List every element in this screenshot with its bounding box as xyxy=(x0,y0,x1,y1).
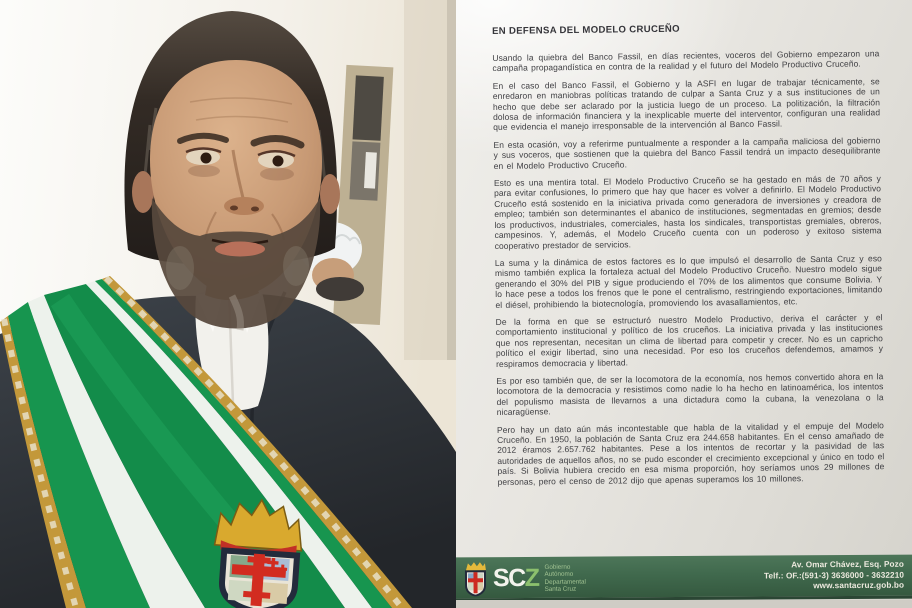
letter-paragraph-7: Es por eso también que, de ser la locomotora de la economía, nos hemos convertido ahora en la locomotora de la democracia y resistimos como nadie lo ha hecho en latinoamérica, los intentos del populismo masista de llevarnos a una dictadura como la cubana, la venezolana o la nicaragüense. xyxy=(496,371,884,418)
footer-contact xyxy=(764,560,904,593)
paper-bottom-edge xyxy=(456,600,912,608)
lower-lip xyxy=(215,242,265,257)
letter-panel xyxy=(456,0,912,608)
org-line: Santa Cruz xyxy=(544,585,577,593)
letter-paragraph-5: La suma y la dinámica de estos factores es lo que impulsó el desarrollo de Santa Cruz y eso mismo también explica la fortaleza actual del Modelo Productivo Cruceño. Nuestro modelo sigue generando el 30% del PIB y sigue produciendo el 70% de los alimentos que consume Bolivia. Y lo hace pese a todos los frenos que le pone el centralismo, restringiendo exportaciones, limitando el diésel, prohibiendo la biotecnología, promoviendo los avasallamientos, etc. xyxy=(494,253,883,310)
letter-paragraph-6: De la forma en que se estructuró nuestro Modelo Productivo, deriva el carácter y el comportamiento institucional y político de los cruceños. La iniciativa privada y las instituciones que nos representan, necesitan un clima de libertad para competir y crecer. No es un capricho político el exigir libertad, sino una necesidad. Por eso los cruceños defendemos, amamos y respiramos democracia y libertad. xyxy=(495,312,884,369)
letter-body xyxy=(492,21,885,494)
bystander-mask xyxy=(316,277,364,301)
wall-edge-strip xyxy=(447,0,456,360)
letter-title: EN DEFENSA DEL MODELO CRUCEÑO xyxy=(492,23,680,37)
letter-paragraph-1: Usando la quiebra del Banco Fassil, en días recientes, voceros del Gobierno empezaron una campaña propagandística en contra de la realidad y el futuro del Modelo Productivo Cruceño. xyxy=(492,48,880,74)
eye-shadow-right xyxy=(260,168,294,181)
scz-logo xyxy=(462,561,586,597)
logo-z: Z xyxy=(524,563,539,592)
footer-address: Av. Omar Chávez, Esq. Pozo xyxy=(791,559,904,570)
org-name xyxy=(544,563,585,593)
footer-website: www.santacruz.gob.bo xyxy=(813,580,905,591)
door-dark-panel xyxy=(353,75,384,140)
letter-paragraph-2: En el caso del Banco Fassil, el Gobierno y la ASFI en lugar de trabajar técnicamente, se enredaron en maniobras políticas tratando de culpar a Santa Cruz y a sus instituciones de un hecho que debe ser aclarado por la justicia luego de un proceso. La politización, la filtración dolosa de información financiera y la inexplicable muerte del interventor, configuran una realidad que evidencia el manejo irresponsable de la intervención al Banco Fassil. xyxy=(492,76,881,133)
beard-gray-left xyxy=(166,246,194,290)
nose-tip xyxy=(224,197,264,215)
footer-phone: Telf.: OF.:(591-3) 3636000 - 3632210 xyxy=(763,570,905,581)
letter-paragraph-3: En esta ocasión, voy a referirme puntualmente a responder a la campaña maliciosa del gobierno y sus voceros, que sostienen que la quiebra del Banco Fassil tendrá un impacto desequilibrante en el Modelo Productivo Cruceño. xyxy=(493,135,881,171)
logo-sc: SC xyxy=(492,563,525,593)
eye-shadow-left xyxy=(188,165,220,177)
ear-right xyxy=(320,174,340,214)
org-line: Gobierno xyxy=(544,563,571,571)
letterhead-footer xyxy=(456,555,912,602)
org-line: Autónomo xyxy=(544,570,574,578)
beard-gray-right xyxy=(283,246,309,286)
org-line: Departamental xyxy=(544,578,586,586)
letter-paragraph-4: Esto es una mentira total. El Modelo Productivo Cruceño se ha gestado en más de 70 años y para evitar confusiones, lo primero que hay que hacer es volver a definirlo. El Modelo Productivo Cruceño está sostenido en la iniciativa privada como generadora de inversiones y creadora de empleo; también son determinantes el abanico de instituciones, segmentadas en gremios; desde los productivos, industriales, comerciales, hasta los sindicales, transportistas gremiales, obreros, campesinos. Y, además, el Modelo Cruceño cuenta con un poderoso y exitoso sistema cooperativo prestador de servicios. xyxy=(493,173,882,251)
letter-paragraph-8: Pero hay un dato aún más incontestable que habla de la vitalidad y el empuje del Modelo Cruceño. En 1950, la población de Santa Cruz era 244.658 habitantes. En el censo amañado de 2012 éramos 2.657.762 habitantes. Pese a los intentos de recortar y la pasividad de las autoridades de aquellos años, no se pudo esconder el crecimiento excepcional y único en todo el país. Si Bolivia hubiera crecido en esa misma proporción, hoy seríamos unos 29 millones de personas, pero el censo de 2012 dijo que apenas superamos los 10 millones. xyxy=(496,419,885,487)
ear-left xyxy=(132,171,154,213)
door-sign xyxy=(364,152,377,189)
scz-wordmark xyxy=(492,563,539,593)
scz-crest-icon xyxy=(462,561,489,596)
